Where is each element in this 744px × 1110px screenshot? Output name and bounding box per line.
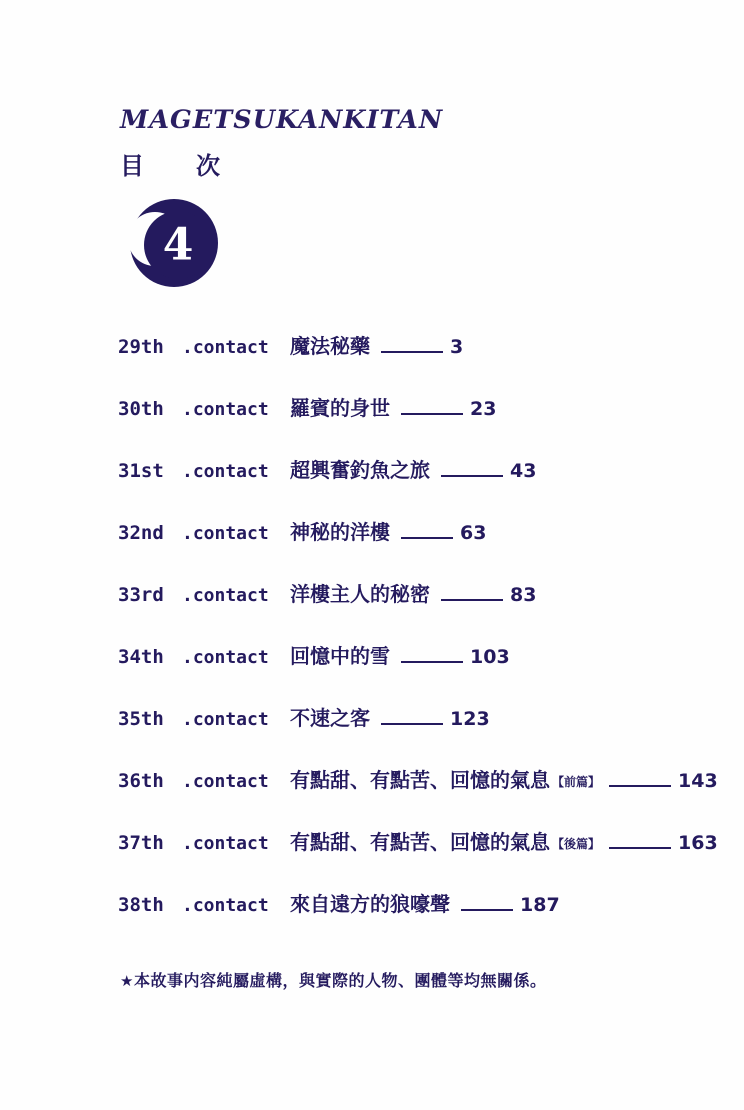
entry-number: 37th xyxy=(118,832,164,854)
toc-entry[interactable] xyxy=(118,392,744,454)
entry-title: 魔法秘藥 xyxy=(290,334,370,358)
entry-page: 3 xyxy=(450,336,464,358)
leader-line xyxy=(461,909,513,911)
entry-page: 63 xyxy=(460,522,487,544)
entry-number: 34th xyxy=(118,646,164,668)
series-title: MAGETSUKANKITAN xyxy=(120,105,444,134)
entry-contact-label: .contact xyxy=(182,771,269,792)
toc-entry[interactable] xyxy=(118,516,744,578)
entry-number: 29th xyxy=(118,336,164,358)
leader-line xyxy=(381,723,443,725)
entry-subtitle: 【前篇】 xyxy=(552,775,601,789)
page-title: 目 次 xyxy=(120,152,234,180)
entry-page: 103 xyxy=(470,646,510,668)
entry-number: 36th xyxy=(118,770,164,792)
toc-entry[interactable] xyxy=(118,764,744,826)
entry-number: 30th xyxy=(118,398,164,420)
entry-page: 83 xyxy=(510,584,537,606)
toc-entry[interactable] xyxy=(118,330,744,392)
disclaimer-note xyxy=(120,968,546,991)
volume-moon-mark xyxy=(126,195,222,291)
entry-contact-label: .contact xyxy=(182,647,269,668)
toc-entry[interactable] xyxy=(118,578,744,640)
entry-title: 洋樓主人的秘密 xyxy=(290,582,430,606)
table-of-contents xyxy=(118,330,744,950)
disclaimer-text: 本故事内容純屬虛構，與實際的人物、團體等均無關係。 xyxy=(133,971,547,990)
page-header xyxy=(120,105,680,181)
leader-line xyxy=(381,351,443,353)
entry-contact-label: .contact xyxy=(182,895,269,916)
leader-line xyxy=(609,785,671,787)
entry-contact-label: .contact xyxy=(182,585,269,606)
entry-page: 23 xyxy=(470,398,497,420)
entry-contact-label: .contact xyxy=(182,399,269,420)
entry-title: 有點甜、有點苦、回憶的氣息 xyxy=(290,768,550,792)
entry-number: 33rd xyxy=(118,584,164,606)
entry-title: 神秘的洋樓 xyxy=(290,520,390,544)
star-icon: ★ xyxy=(120,972,134,990)
entry-contact-label: .contact xyxy=(182,523,269,544)
entry-page: 143 xyxy=(678,770,718,792)
entry-number: 38th xyxy=(118,894,164,916)
entry-page: 163 xyxy=(678,832,718,854)
toc-entry[interactable] xyxy=(118,888,744,950)
toc-entry[interactable] xyxy=(118,454,744,516)
entry-contact-label: .contact xyxy=(182,833,269,854)
entry-contact-label: .contact xyxy=(182,709,269,730)
entry-contact-label: .contact xyxy=(182,461,269,482)
entry-title: 超興奮釣魚之旅 xyxy=(290,458,430,482)
leader-line xyxy=(401,413,463,415)
entry-page: 187 xyxy=(520,894,560,916)
entry-page: 43 xyxy=(510,460,537,482)
leader-line xyxy=(441,599,503,601)
toc-entry[interactable] xyxy=(118,640,744,702)
leader-line xyxy=(401,661,463,663)
entry-title: 有點甜、有點苦、回憶的氣息 xyxy=(290,830,550,854)
entry-title: 羅賓的身世 xyxy=(290,396,390,420)
toc-entry[interactable] xyxy=(118,702,744,764)
entry-title: 回憶中的雪 xyxy=(290,644,390,668)
entry-number: 35th xyxy=(118,708,164,730)
entry-subtitle: 【後篇】 xyxy=(552,837,601,851)
volume-number: 4 xyxy=(162,219,194,271)
leader-line xyxy=(441,475,503,477)
entry-title: 來自遠方的狼嚎聲 xyxy=(290,892,450,916)
entry-title: 不速之客 xyxy=(290,706,370,730)
entry-contact-label: .contact xyxy=(182,337,269,358)
entry-number: 32nd xyxy=(118,522,164,544)
entry-page: 123 xyxy=(450,708,490,730)
leader-line xyxy=(609,847,671,849)
leader-line xyxy=(401,537,453,539)
entry-number: 31st xyxy=(118,460,164,482)
toc-entry[interactable] xyxy=(118,826,744,888)
